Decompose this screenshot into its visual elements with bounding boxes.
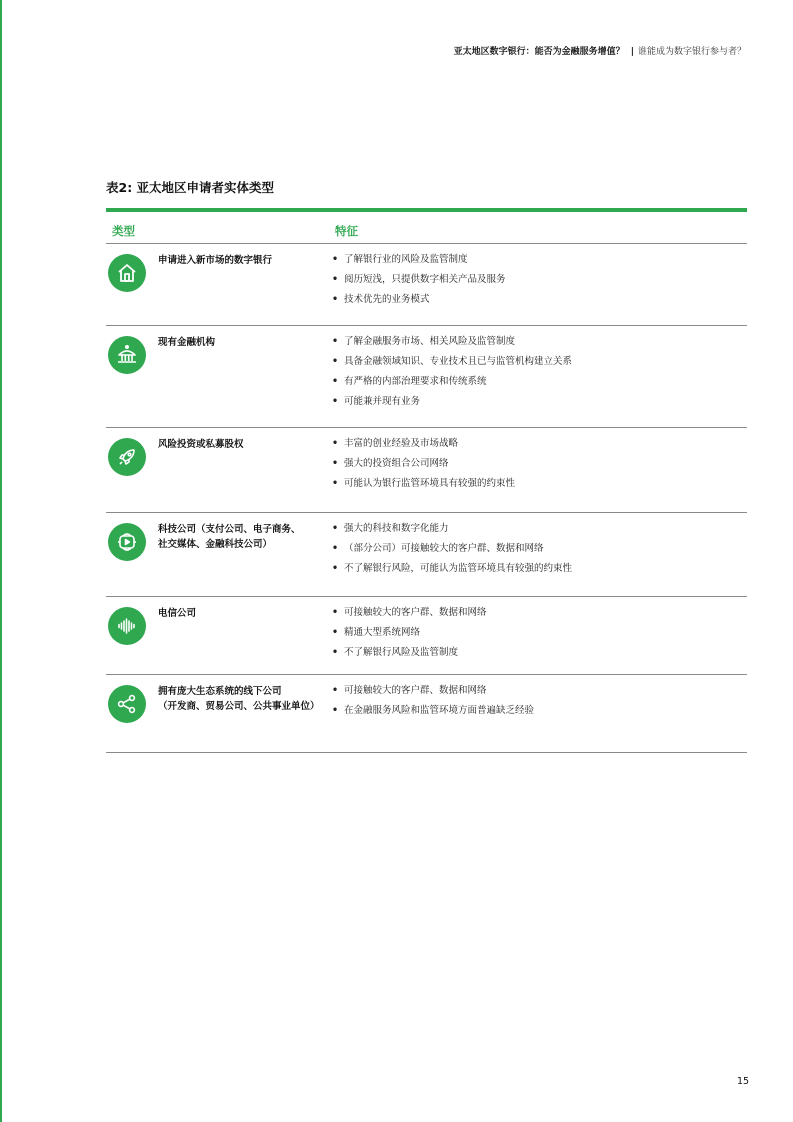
row-type-label: 科技公司（支付公司、电子商务、	[158, 524, 301, 535]
share-network-icon	[108, 685, 146, 723]
feature-item: • 有严格的内部治理要求和传统系统	[332, 376, 487, 387]
feature-item: • 阅历短浅，只提供数字相关产品及服务	[332, 274, 506, 285]
feature-item: • 具备金融领域知识、专业技术且已与监管机构建立关系	[332, 356, 573, 367]
row-type-name	[158, 335, 215, 350]
feature-item: • （部分公司）可接触较大的客户群、数据和网络	[332, 543, 544, 554]
row-type-label: 申请进入新市场的数字银行	[158, 255, 273, 266]
bank-building-icon	[108, 336, 146, 374]
table-row	[106, 326, 747, 428]
tech-device-icon	[108, 523, 146, 561]
page-number: 15	[737, 1076, 750, 1087]
row-type-name	[158, 684, 320, 714]
rocket-icon	[108, 438, 146, 476]
column-header-features: 特征	[335, 224, 358, 238]
row-type-name	[158, 253, 272, 268]
entity-type-table	[106, 208, 747, 753]
table-row	[106, 597, 747, 675]
row-type-label: 电信公司	[158, 608, 197, 619]
row-features-list	[332, 250, 506, 310]
feature-item: • 可能兼并现有业务	[332, 396, 421, 407]
header-section-title: 谁能成为数字银行参与者？	[637, 47, 746, 57]
feature-item: • 技术优先的业务模式	[332, 294, 430, 305]
feature-item: • 在金融服务风险和监管环境方面普遍缺乏经验	[332, 705, 535, 716]
row-features-list	[332, 519, 572, 579]
running-header	[454, 44, 746, 57]
feature-item: • 可接触较大的客户群、数据和网络	[332, 685, 487, 696]
row-features-list	[332, 603, 487, 663]
row-features-list	[332, 681, 534, 721]
row-features-list	[332, 434, 515, 494]
feature-item: • 了解金融服务市场、相关风险及监管制度	[332, 336, 516, 347]
feature-item: • 可能认为银行监管环境具有较强的约束性	[332, 478, 516, 489]
row-features-list	[332, 332, 572, 412]
table-row	[106, 244, 747, 326]
table-row	[106, 513, 747, 597]
row-type-label: 现有金融机构	[158, 337, 216, 348]
row-type-sublabel: 社交媒体、金融科技公司）	[158, 539, 273, 550]
table-row	[106, 675, 747, 753]
feature-item: • 强大的投资组合公司网络	[332, 458, 449, 469]
feature-item: • 可接触较大的客户群、数据和网络	[332, 607, 487, 618]
row-type-name	[158, 522, 301, 552]
row-type-label: 风险投资或私募股权	[158, 439, 244, 450]
sound-wave-icon	[108, 607, 146, 645]
house-icon	[108, 254, 146, 292]
feature-item: • 丰富的创业经验及市场战略	[332, 438, 459, 449]
feature-item: • 不了解银行风险，可能认为监管环境具有较强的约束性	[332, 563, 573, 574]
row-type-name	[158, 606, 196, 621]
table-header-row	[106, 212, 747, 244]
feature-item: • 强大的科技和数字化能力	[332, 523, 449, 534]
page-left-accent-rule	[0, 0, 2, 1122]
table-title: 表2: 亚太地区申请者实体类型	[106, 180, 275, 195]
header-separator: |	[630, 47, 634, 57]
header-main-title: 亚太地区数字银行：能否为金融服务增值？	[453, 47, 625, 57]
column-header-type: 类型	[112, 224, 135, 238]
feature-item: • 不了解银行风险及监管制度	[332, 647, 459, 658]
feature-item: • 精通大型系统网络	[332, 627, 421, 638]
row-type-name	[158, 437, 244, 452]
row-type-label: 拥有庞大生态系统的线下公司	[158, 686, 282, 697]
row-type-sublabel: （开发商、贸易公司、公共事业单位）	[158, 701, 320, 712]
feature-item: • 了解银行业的风险及监管制度	[332, 254, 468, 265]
table-row	[106, 428, 747, 513]
